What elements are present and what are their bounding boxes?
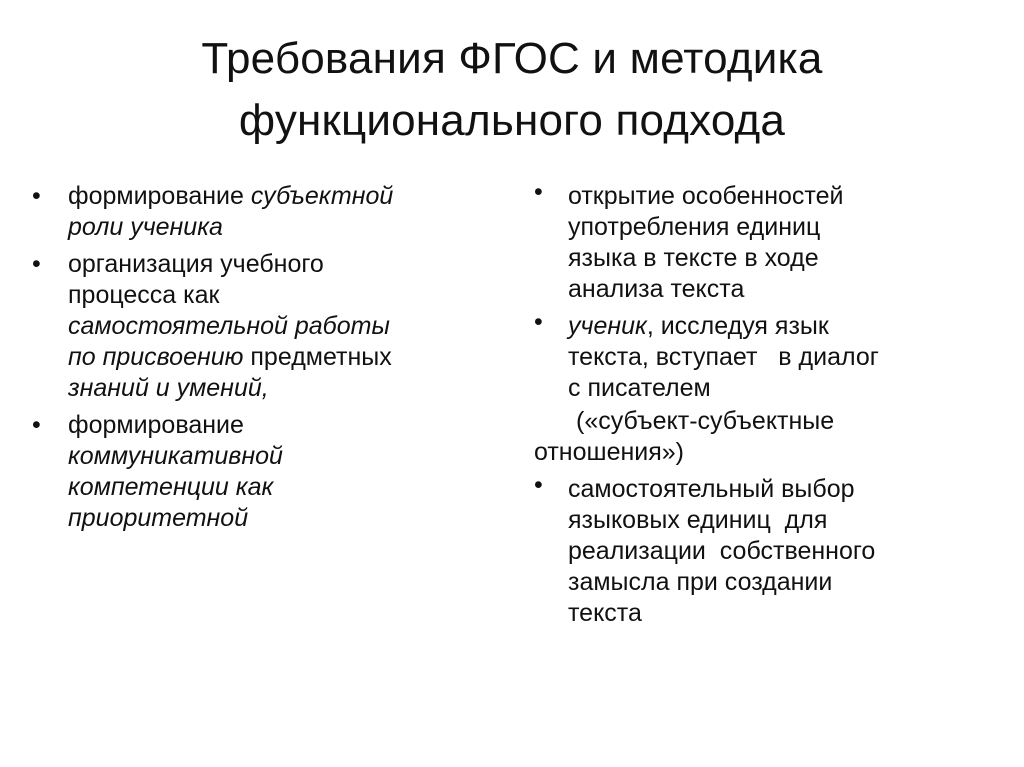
bullet-icon: •	[534, 178, 543, 206]
right-bullet-3-line-2: языковых единиц для	[568, 506, 828, 534]
right-bullet-1-line-3: языка в тексте в ходе	[568, 244, 819, 272]
right-bullet-3-line-4: замысла при создании	[568, 568, 833, 596]
left-bullet-2-line-5: знаний и умений,	[68, 374, 269, 402]
right-bullet-1-line-2: употребления единиц	[568, 213, 821, 241]
text-italic: субъектной	[250, 182, 394, 210]
slide-title	[80, 28, 944, 152]
right-bullet-2-line-1	[568, 311, 988, 342]
left-bullet-2	[28, 249, 490, 404]
text: , исследуя язык	[646, 312, 829, 340]
text: («субъект-субъектные	[576, 407, 835, 435]
right-note-line-1	[534, 406, 988, 437]
right-bullet-1-line-1: открытие особенностей	[568, 182, 844, 210]
right-bullet-3-line-3: реализации собственного	[568, 537, 876, 565]
right-bullet-1	[528, 178, 988, 305]
left-bullet-2-line-4	[68, 342, 490, 373]
title-line-2: функционального подхода	[238, 96, 786, 145]
bullet-icon: •	[32, 411, 41, 439]
left-bullet-1-line-2: роли ученика	[68, 213, 223, 241]
bullet-icon: •	[32, 182, 41, 210]
left-bullet-1-line-1	[68, 181, 490, 212]
left-bullet-3-line-1: формирование	[68, 411, 244, 439]
text-italic: ученик	[568, 312, 647, 340]
left-bullet-2-line-1: организация учебного	[68, 250, 324, 278]
text: формирование	[68, 182, 251, 210]
right-bullet-1-line-4: анализа текста	[568, 275, 745, 303]
bullet-icon: •	[32, 250, 41, 278]
right-bullet-3-line-5: текста	[568, 599, 642, 627]
title-line-1: Требования ФГОС и методика	[201, 34, 823, 83]
right-bullet-2	[528, 308, 988, 404]
left-bullet-3-line-4: приоритетной	[68, 504, 249, 532]
right-column	[528, 178, 988, 635]
left-bullet-2-line-3: самостоятельной работы	[68, 312, 390, 340]
text: предметных	[243, 343, 392, 371]
right-note	[528, 406, 988, 468]
left-bullet-2-line-2: процесса как	[68, 281, 220, 309]
right-note-line-2: отношения»)	[534, 438, 685, 466]
left-bullet-1	[28, 181, 490, 243]
left-bullet-3-line-2: коммуникативной	[68, 442, 283, 470]
left-bullet-3-line-3: компетенции как	[68, 473, 274, 501]
right-bullet-2-line-2: текста, вступает в диалог	[568, 343, 879, 371]
bullet-icon: •	[534, 471, 543, 499]
right-bullet-3	[528, 471, 988, 629]
bullet-icon: •	[534, 308, 543, 336]
text-italic: по присвоению	[68, 343, 244, 371]
left-bullet-3	[28, 410, 490, 534]
left-column	[28, 181, 490, 540]
right-bullet-3-line-1: самостоятельный выбор	[568, 475, 855, 503]
right-bullet-2-line-3: с писателем	[568, 374, 711, 402]
